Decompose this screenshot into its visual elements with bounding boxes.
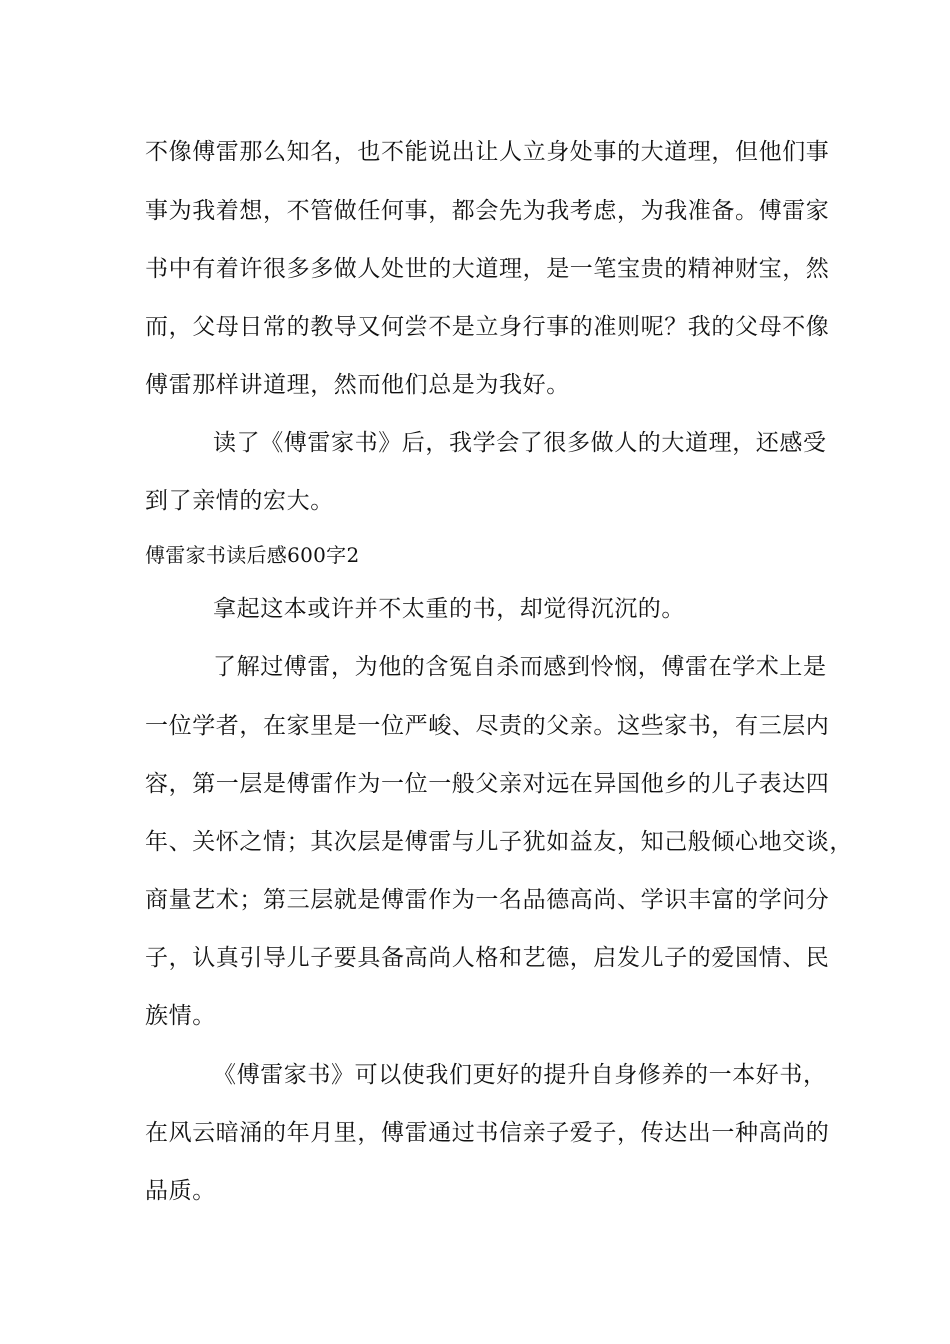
paragraph-line-indented: 拿起这本或许并不太重的书，却觉得沉沉的。 [213,596,685,622]
paragraph-line: 傅雷那样讲道理，然而他们总是为我好。 [145,372,570,398]
paragraph-line: 事为我着想，不管做任何事，都会先为我考虑，为我准备。傅雷家 [145,198,830,224]
section-heading: 傅雷家书读后感600字2 [145,543,360,567]
paragraph-line: 品质。 [145,1178,216,1204]
paragraph-line: 族情。 [145,1003,216,1029]
paragraph-line: 不像傅雷那么知名，也不能说出让人立身处事的大道理，但他们事 [145,139,830,165]
paragraph-line-indented: 了解过傅雷，为他的含冤自杀而感到怜悯，傅雷在学术上是 [213,654,827,680]
paragraph-line: 在风云暗涌的年月里，傅雷通过书信亲子爱子，传达出一种高尚的 [145,1120,830,1146]
paragraph-line: 书中有着许很多多做人处世的大道理，是一笔宝贵的精神财宝，然 [145,256,830,282]
paragraph-line: 容，第一层是傅雷作为一位一般父亲对远在异国他乡的儿子表达四 [145,771,830,797]
paragraph-line: 一位学者，在家里是一位严峻、尽责的父亲。这些家书，有三层内 [145,713,830,739]
paragraph-line: 而，父母日常的教导又何尝不是立身行事的准则呢？我的父母不像 [145,314,830,340]
paragraph-line: 商量艺术；第三层就是傅雷作为一名品德高尚、学识丰富的学问分 [145,887,830,913]
paragraph-line: 子，认真引导儿子要具备高尚人格和艺德，启发儿子的爱国情、民 [145,945,830,971]
paragraph-line-indented: 读了《傅雷家书》后，我学会了很多做人的大道理，还感受 [213,430,827,456]
paragraph-line: 年、关怀之情；其次层是傅雷与儿子犹如益友，知己般倾心地交谈， [145,829,853,855]
paragraph-line: 到了亲情的宏大。 [145,488,334,514]
paragraph-line-indented: 《傅雷家书》可以使我们更好的提升自身修养的一本好书， [213,1062,827,1088]
